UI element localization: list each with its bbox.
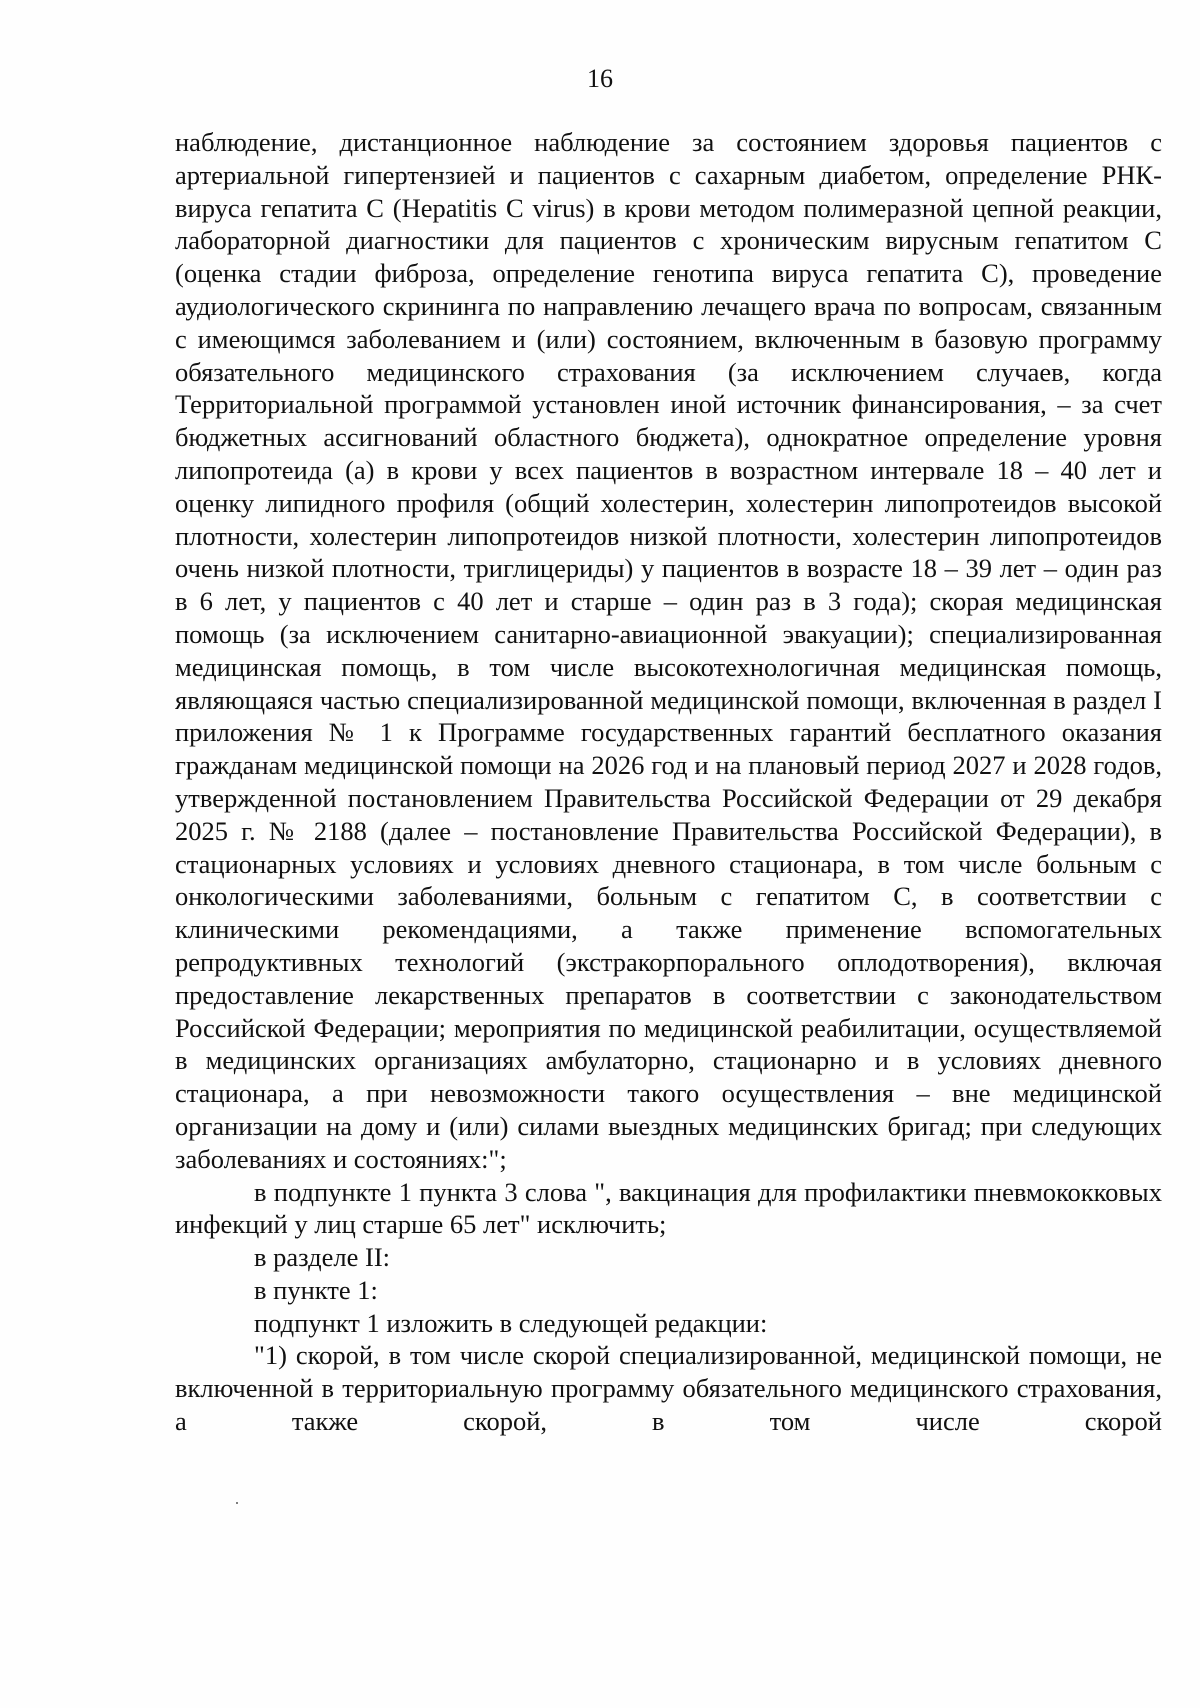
paragraph-new-wording: подпункт 1 изложить в следующей редакции:	[254, 1307, 768, 1338]
document-body	[175, 126, 1162, 1438]
page-number: 16	[587, 64, 613, 93]
paragraph-point-1: в пункте 1:	[254, 1274, 378, 1305]
paragraph-quoted-subpoint-1: "1) скорой, в том числе скорой специализированной, медицинской помощи, не включенной в территориальную программу обязательного медицинского страхования, а также скорой, в том числе скорой	[175, 1340, 1162, 1437]
scan-speck	[236, 1502, 238, 1504]
paragraph-subpoint-1-amendment: в подпункте 1 пункта 3 слова ", вакцинация для профилактики пневмококковых инфекций у лиц старше 65 лет" исключить;	[175, 1176, 1162, 1240]
paragraph-continuation: наблюдение, дистанционное наблюдение за состоянием здоровья пациентов с артериальной гипертензией и пациентов с сахарным диабетом, определение РНК-вируса гепатита С (Hepatitis C virus) в крови методом полимеразной цепной реакции, лабораторной диагностики для пациентов с хроническим вирусным гепатитом С (оценка стадии фиброза, определение генотипа вируса гепатита С), проведение аудиологического скрининга по направлению лечащего врача по вопросам, связанным с имеющимся заболеванием и (или) состоянием, включенным в базовую программу обязательного медицинского страхования (за исключением случаев, когда Территориальной программой установлен иной источник финансирования, – за счет бюджетных ассигнований областного бюджета), однократное определение уровня липопротеида (а) в крови у всех пациентов в возрастном интервале 18 – 40 лет и оценку липидного профиля (общий холестерин, холестерин липопротеидов высокой плотности, холестерин липопротеидов низкой плотности, холестерин липопротеидов очень низкой плотности, триглицериды) у пациентов в возрасте 18 – 39 лет – один раз в 6 лет, у пациентов с 40 лет и старше – один раз в 3 года); скорая медицинская помощь (за исключением санитарно-авиационной эвакуации); специализированная медицинская помощь, в том числе высокотехнологичная медицинская помощь, являющаяся частью специализированной медицинской помощи, включенная в раздел I приложения № 1 к Программе государственных гарантий бесплатного оказания гражданам медицинской помощи на 2026 год и на плановый период 2027 и 2028 годов, утвержденной постановлением Правительства Российской Федерации от 29 декабря 2025 г. № 2188 (далее – постановление Правительства Российской Федерации), в стационарных условиях и условиях дневного стационара, в том числе больным с онкологическими заболеваниями, больным с гепатитом С, в соответствии с клиническими рекомендациями, а также применение вспомогательных репродуктивных технологий (экстракорпорального оплодотворения), включая предоставление лекарственных препаратов в соответствии с законодательством Российской Федерации; мероприятия по медицинской реабилитации, осуществляемой в медицинских организациях амбулаторно, стационарно и в условиях дневного стационара, а при невозможности такого осуществления – вне медицинской организации на дому и (или) силами выездных медицинских бригад; при следующих заболеваниях и состояниях:";	[175, 127, 1162, 1174]
paragraph-section-ii: в разделе II:	[254, 1242, 391, 1273]
